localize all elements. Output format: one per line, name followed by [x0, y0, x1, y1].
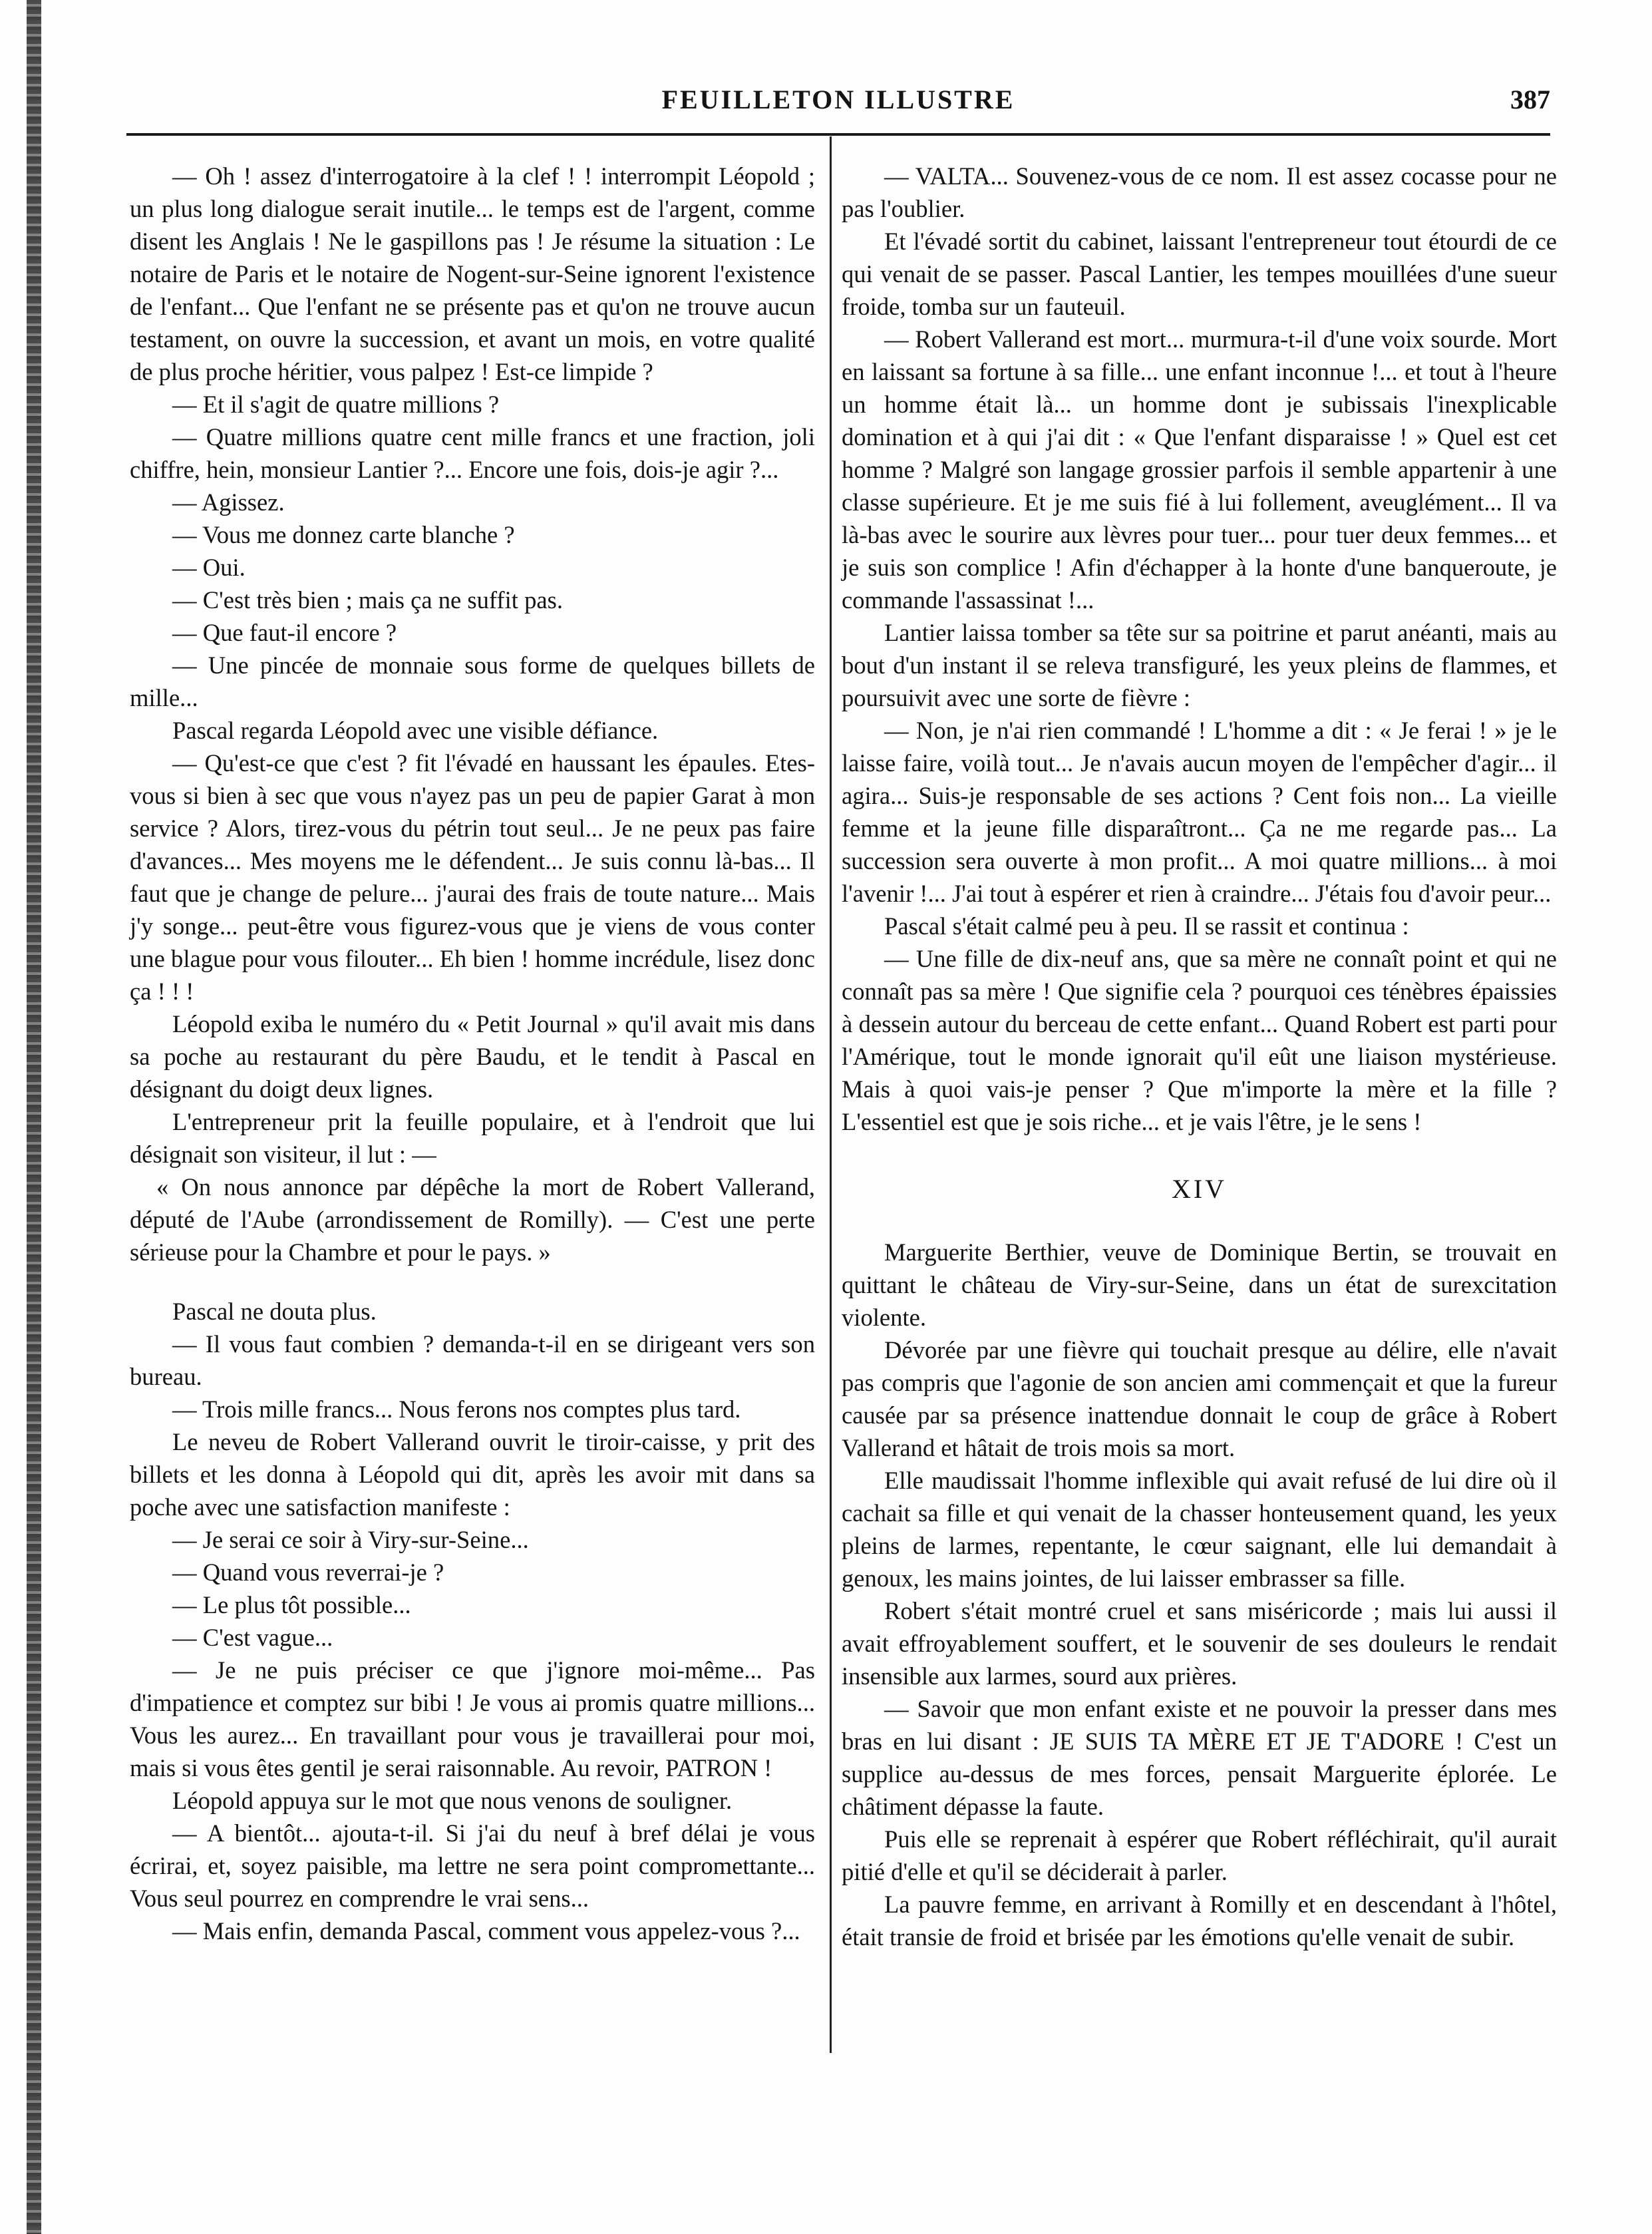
- paragraph: Robert s'était montré cruel et sans miséricorde ; mais lui aussi il avait effroyablement souffert, et le souvenir de ses douleurs le rendait insensible aux larmes, sourd aux prières.: [842, 1597, 1557, 1690]
- paragraph: — Qu'est-ce que c'est ? fit l'évadé en haussant les épaules. Etes-vous si bien à sec que vous n'ayez pas un peu de papier Garat à mon service ? Alors, tirez-vous du pétrin tout seul... Je ne peux pas faire d'avances... Mes moyens me le défendent... Je suis connu là-bas... Il faut que je change de pelure... j'aurai des frais de toute nature... Mais j'y songe... peut-être vous figurez-vous que je viens de vous conter une blague pour vous filouter... Eh bien ! homme incrédule, lisez donc ça ! ! !: [130, 749, 815, 1005]
- newspaper-quote: « On nous annonce par dépêche la mort de Robert Vallerand, député de l'Aube (arrondissement de Romilly). — C'est une perte sérieuse pour la Chambre et pour le pays. »: [130, 1173, 815, 1266]
- paragraph: — Robert Vallerand est mort... murmura-t-il d'une voix sourde. Mort en laissant sa fortune à sa fille... une enfant inconnue !... et tout à l'heure un homme était là... un homme dont je subissais l'inexplicable domination et à qui j'ai dit : « Que l'enfant disparaisse ! » Quel est cet homme ? Malgré son langage grossier parfois il semble appartenir à une classe supérieure. Et je me suis fié à lui follement, aveuglément... Il va là-bas avec le sourire aux lèvres pour tuer... pour tuer deux femmes... et je suis son complice ! Afin d'échapper à la honte d'une banqueroute, je commande l'assassinat !...: [842, 325, 1557, 614]
- paragraph: — VALTA... Souvenez-vous de ce nom. Il est assez cocasse pour ne pas l'oublier.: [842, 162, 1557, 222]
- paragraph: La pauvre femme, en arrivant à Romilly et en descendant à l'hôtel, était transie de froid et brisée par les émotions qu'elle venait de subir.: [842, 1891, 1557, 1951]
- paragraph: — Que faut-il encore ?: [172, 619, 397, 646]
- paragraph: Dévorée par une fièvre qui touchait presque au délire, elle n'avait pas compris que l'agonie de son ancien ami commençait et que la fureur causée par sa présence inattendue donnait le coup de grâce à Robert Vallerand et hâtait de trois mois sa mort.: [842, 1336, 1557, 1461]
- paragraph: Pascal s'était calmé peu à peu. Il se rassit et continua :: [884, 912, 1409, 940]
- paragraph: Pascal regarda Léopold avec une visible défiance.: [172, 717, 659, 744]
- paragraph: — Et il s'agit de quatre millions ?: [172, 391, 500, 418]
- paragraph: — Trois mille francs... Nous ferons nos comptes plus tard.: [172, 1396, 741, 1423]
- running-title: FEUILLETON ILLUSTRE: [661, 85, 1015, 114]
- left-column: [130, 160, 815, 1947]
- paragraph: Pascal ne douta plus.: [172, 1298, 377, 1325]
- paragraph: — Le plus tôt possible...: [172, 1591, 411, 1618]
- page-number: 387: [1510, 85, 1550, 114]
- paragraph: — Mais enfin, demanda Pascal, comment vous appelez-vous ?...: [172, 1917, 800, 1945]
- paragraph: — Il vous faut combien ? demanda-t-il en se dirigeant vers son bureau.: [130, 1330, 815, 1390]
- right-column: [842, 160, 1557, 1953]
- paragraph: Le neveu de Robert Vallerand ouvrit le tiroir-caisse, y prit des billets et les donna à Léopold qui dit, après les avoir mit dans sa poche avec une satisfaction manifeste :: [130, 1428, 815, 1521]
- binding-edge: [27, 0, 41, 2234]
- chapter-heading: XIV: [1171, 1174, 1228, 1204]
- paragraph: — C'est vague...: [172, 1624, 333, 1651]
- paragraph: Léopold appuya sur le mot que nous venons de souligner.: [172, 1787, 733, 1814]
- paragraph: — Je ne puis préciser ce que j'ignore moi-même... Pas d'impatience et comptez sur bibi ! Je vous ai promis quatre millions... Vous les aurez... En travaillant pour vous je travaillerai pour moi, mais si vous êtes gentil je serai raisonnable. Au revoir, PATRON !: [130, 1656, 815, 1781]
- paragraph: — Non, je n'ai rien commandé ! L'homme a dit : « Je ferai ! » je le laisse faire, voilà tout... Je n'avais aucun moyen de l'empêcher d'agir... il agira... Suis-je responsable de ses actions ? Cent fois non... La vieille femme et la jeune fille disparaîtront... Ça ne me regarde pas... La succession sera ouverte à mon profit... A moi quatre millions... à moi l'avenir !... J'ai tout à espérer et rien à craindre... J'étais fou d'avoir peur...: [842, 717, 1557, 907]
- paragraph: Léopold exiba le numéro du « Petit Journal » qu'il avait mis dans sa poche au restaurant du père Baudu, et le tendit à Pascal en désignant du doigt deux lignes.: [130, 1010, 815, 1103]
- paragraph: — Quatre millions quatre cent mille francs et une fraction, joli chiffre, hein, monsieur Lantier ?... Encore une fois, dois-je agir ?...: [130, 423, 815, 483]
- page-header: [126, 80, 1550, 136]
- paragraph: L'entrepreneur prit la feuille populaire, et à l'endroit que lui désignait son visiteur, il lut : —: [130, 1108, 815, 1168]
- paragraph: — C'est très bien ; mais ça ne suffit pas.: [172, 586, 563, 614]
- paragraph: Lantier laissa tomber sa tête sur sa poitrine et parut anéanti, mais au bout d'un instant il se releva transfiguré, les yeux pleins de flammes, et poursuivit avec une sorte de fièvre :: [842, 619, 1557, 711]
- paragraph: — Vous me donnez carte blanche ?: [172, 521, 515, 548]
- paragraph: — Une fille de dix-neuf ans, que sa mère ne connaît point et qui ne connaît pas sa mère ! Que signifie cela ? pourquoi ces ténèbres épaissies à dessein autour du berceau de cette enfant... Quand Robert est parti pour l'Amérique, tout le monde ignorait qu'il eût une liaison mystérieuse. Mais à quoi vais-je penser ? Que m'importe la mère et la fille ? L'essentiel est que je sois riche... et je vais l'être, je le sens !: [842, 945, 1557, 1135]
- paragraph: — Je serai ce soir à Viry-sur-Seine...: [172, 1526, 529, 1553]
- paragraph: Elle maudissait l'homme inflexible qui avait refusé de lui dire où il cachait sa fille et qui venait de la chasser honteusement quand, les yeux pleins de larmes, repentante, le cœur saignant, elle lui demandait à genoux, les mains jointes, de lui laisser embrasser sa fille.: [842, 1467, 1557, 1592]
- paragraph: — A bientôt... ajouta-t-il. Si j'ai du neuf à bref délai je vous écrirai, et, soyez paisible, ma lettre ne sera point compromettante... Vous seul pourrez en comprendre le vrai sens...: [130, 1819, 815, 1912]
- paragraph: Puis elle se reprenait à espérer que Robert réfléchirait, qu'il aurait pitié d'elle et qu'il se déciderait à parler.: [842, 1825, 1557, 1885]
- paragraph: — Agissez.: [172, 488, 285, 516]
- column-divider: [830, 136, 832, 2053]
- paragraph: — Oh ! assez d'interrogatoire à la clef ! ! interrompit Léopold ; un plus long dialogue serait inutile... le temps est de l'argent, comme disent les Anglais ! Ne le gaspillons pas ! Je résume la situation : Le notaire de Paris et le notaire de Nogent-sur-Seine ignorent l'existence de l'enfant... Que l'enfant ne se présente pas et qu'on ne trouve aucun testament, on ouvre la succession, et avant un mois, en votre qualité de plus proche héritier, vous palpez ! Est-ce limpide ?: [130, 162, 815, 385]
- paragraph: — Savoir que mon enfant existe et ne pouvoir la presser dans mes bras en lui disant : JE SUIS TA MÈRE ET JE T'ADORE ! C'est un supplice au-dessus de mes forces, pensait Marguerite éplorée. Le châtiment dépasse la faute.: [842, 1695, 1557, 1820]
- paragraph: — Une pincée de monnaie sous forme de quelques billets de mille...: [130, 652, 815, 711]
- paragraph: Et l'évadé sortit du cabinet, laissant l'entrepreneur tout étourdi de ce qui venait de se passer. Pascal Lantier, les tempes mouillées d'une sueur froide, tomba sur un fauteuil.: [842, 228, 1557, 320]
- paragraph: — Quand vous reverrai-je ?: [172, 1559, 444, 1586]
- paragraph: Marguerite Berthier, veuve de Dominique Bertin, se trouvait en quittant le château de Viry-sur-Seine, dans un état de surexcitation violente.: [842, 1238, 1557, 1331]
- paragraph: — Oui.: [172, 554, 246, 581]
